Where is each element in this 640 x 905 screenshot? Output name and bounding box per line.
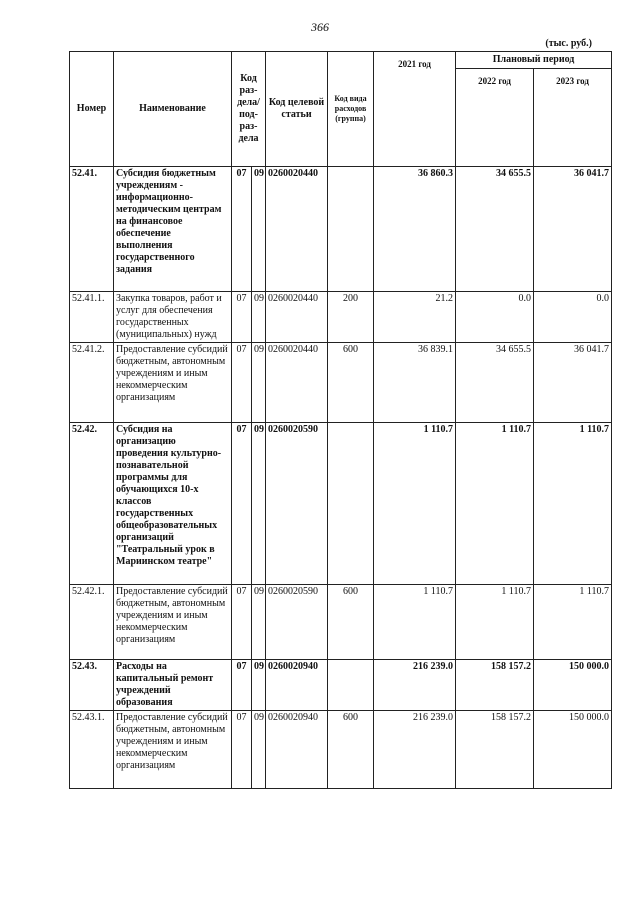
- row-target-code: 0260020440: [266, 343, 328, 423]
- row-name: Предоставление субсидий бюджетным, автономным учреждениям и иным некоммерческим организациям: [114, 585, 232, 660]
- row-number: 52.41.1.: [70, 292, 114, 343]
- row-value-2021: 216 239.0: [374, 711, 456, 789]
- row-subsection: 09: [252, 292, 266, 343]
- row-expense-type: 600: [328, 343, 374, 423]
- row-subsection: 09: [252, 167, 266, 292]
- row-name: Предоставление субсидий бюджетным, автономным учреждениям и иным некоммерческим организациям: [114, 343, 232, 423]
- row-section: 07: [232, 167, 252, 292]
- header-target-code: Код целевой статьи: [266, 52, 328, 167]
- row-value-2021: 1 110.7: [374, 423, 456, 585]
- table-body: [70, 167, 612, 789]
- row-value-2023: 36 041.7: [534, 343, 612, 423]
- row-expense-type: 600: [328, 585, 374, 660]
- row-expense-type: 200: [328, 292, 374, 343]
- header-2022: 2022 год: [456, 69, 534, 167]
- header-2023: 2023 год: [534, 69, 612, 167]
- row-value-2022: 1 110.7: [456, 423, 534, 585]
- table-row: [70, 167, 612, 292]
- row-number: 52.42.1.: [70, 585, 114, 660]
- row-target-code: 0260020440: [266, 292, 328, 343]
- row-value-2022: 158 157.2: [456, 711, 534, 789]
- row-value-2021: 21.2: [374, 292, 456, 343]
- row-number: 52.41.2.: [70, 343, 114, 423]
- row-value-2023: 1 110.7: [534, 585, 612, 660]
- row-expense-type: 600: [328, 711, 374, 789]
- row-section: 07: [232, 343, 252, 423]
- row-value-2021: 1 110.7: [374, 585, 456, 660]
- row-subsection: 09: [252, 660, 266, 711]
- row-number: 52.43.1.: [70, 711, 114, 789]
- budget-table: [69, 51, 612, 789]
- row-number: 52.43.: [70, 660, 114, 711]
- header-name: Наименование: [114, 52, 232, 167]
- row-value-2022: 34 655.5: [456, 343, 534, 423]
- row-value-2022: 1 110.7: [456, 585, 534, 660]
- row-number: 52.41.: [70, 167, 114, 292]
- table-row: [70, 292, 612, 343]
- row-section: 07: [232, 292, 252, 343]
- row-number: 52.42.: [70, 423, 114, 585]
- row-target-code: 0260020590: [266, 585, 328, 660]
- row-target-code: 0260020940: [266, 660, 328, 711]
- row-subsection: 09: [252, 343, 266, 423]
- table-row: [70, 423, 612, 585]
- row-value-2023: 36 041.7: [534, 167, 612, 292]
- row-name: Субсидия бюджетным учреждениям - информационно-методическим центрам на финансовое обеспечение выполнения государственного задания: [114, 167, 232, 292]
- header-expense-type: Код вида расходов (группа): [328, 52, 374, 167]
- table-row: [70, 711, 612, 789]
- row-value-2021: 36 839.1: [374, 343, 456, 423]
- row-value-2023: 150 000.0: [534, 711, 612, 789]
- row-value-2022: 0.0: [456, 292, 534, 343]
- header-2021: 2021 год: [374, 52, 456, 167]
- row-target-code: 0260020440: [266, 167, 328, 292]
- row-expense-type: [328, 423, 374, 585]
- row-subsection: 09: [252, 585, 266, 660]
- row-section: 07: [232, 423, 252, 585]
- row-value-2022: 34 655.5: [456, 167, 534, 292]
- row-section: 07: [232, 660, 252, 711]
- units-label: (тыс. руб.): [545, 38, 592, 49]
- row-value-2023: 1 110.7: [534, 423, 612, 585]
- header-planned-period: Плановый период: [456, 52, 612, 69]
- row-value-2023: 0.0: [534, 292, 612, 343]
- row-expense-type: [328, 167, 374, 292]
- row-subsection: 09: [252, 423, 266, 585]
- row-section: 07: [232, 585, 252, 660]
- table-row: [70, 660, 612, 711]
- row-subsection: 09: [252, 711, 266, 789]
- row-value-2021: 216 239.0: [374, 660, 456, 711]
- table-row: [70, 585, 612, 660]
- table-row: [70, 343, 612, 423]
- row-name: Предоставление субсидий бюджетным, автономным учреждениям и иным некоммерческим организациям: [114, 711, 232, 789]
- row-name: Субсидия на организацию проведения культурно-познавательной программы для обучающихся 10-х классов государственных общеобразовательных организаций "Театральный урок в Мариинском театре": [114, 423, 232, 585]
- row-value-2023: 150 000.0: [534, 660, 612, 711]
- header-section-code: Код раз-дела/ под-раз-дела: [232, 52, 266, 167]
- row-target-code: 0260020940: [266, 711, 328, 789]
- page-number: 366: [311, 20, 329, 34]
- row-target-code: 0260020590: [266, 423, 328, 585]
- row-value-2021: 36 860.3: [374, 167, 456, 292]
- row-section: 07: [232, 711, 252, 789]
- row-value-2022: 158 157.2: [456, 660, 534, 711]
- header-row: [70, 52, 612, 69]
- row-name: Закупка товаров, работ и услуг для обеспечения государственных (муниципальных) нужд: [114, 292, 232, 343]
- row-expense-type: [328, 660, 374, 711]
- row-name: Расходы на капитальный ремонт учреждений образования: [114, 660, 232, 711]
- header-number: Номер: [70, 52, 114, 167]
